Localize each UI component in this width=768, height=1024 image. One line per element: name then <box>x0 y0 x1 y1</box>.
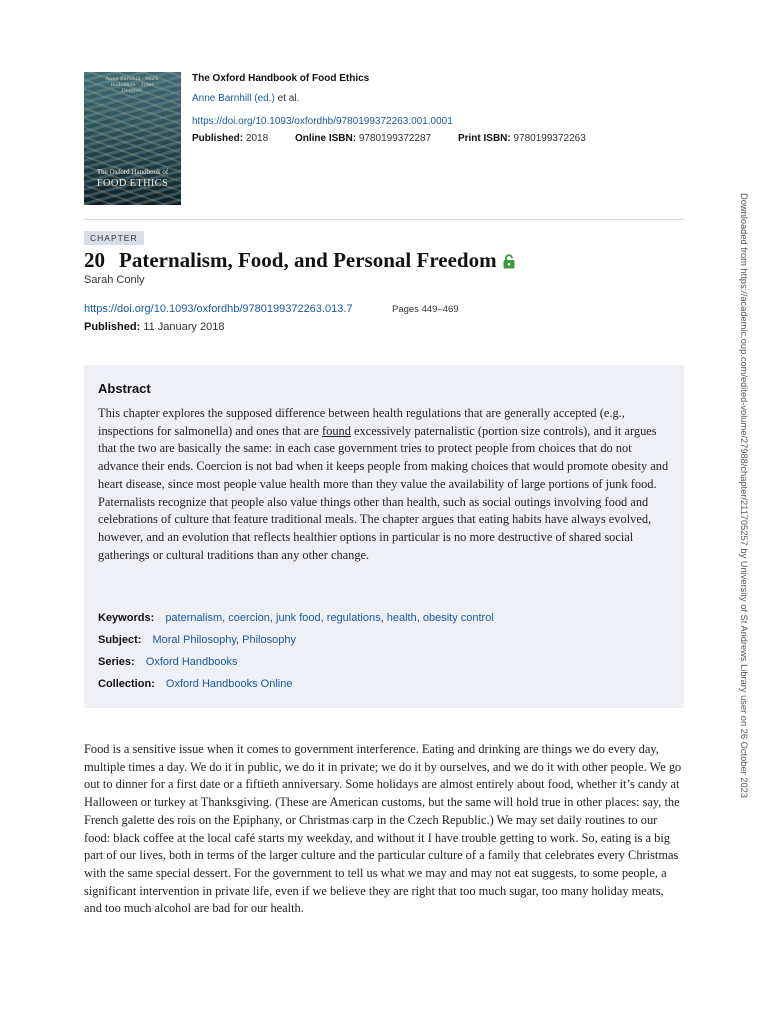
abstract-panel <box>84 365 684 708</box>
chapter-pages: Pages 449–469 <box>392 304 459 315</box>
abstract-heading: Abstract <box>98 381 151 396</box>
abstract-underlined-word[interactable]: found <box>322 423 351 438</box>
collection-row <box>98 678 292 690</box>
series-label: Series: <box>98 656 135 668</box>
section-divider <box>84 219 684 220</box>
series-link[interactable]: Oxford Handbooks <box>145 656 238 668</box>
keyword-link[interactable]: junk food <box>276 612 321 624</box>
cover-title-top: The Oxford Handbook of <box>96 168 169 176</box>
chapter-body-paragraph: Food is a sensitive issue when it comes to government interference. Eating and drinking are things we do every day, multiple times a day. We do it in public, we do it in private; we do it by ourselves, and we do it with other people. We go out to dinner for a first date or a fiftieth anniversary. Some holidays are almost entirely about food, whether it’s candy at Halloween or turkey at Thanksgiving. (These are American customs, but the same will hold true in other places: say, the French galette des rois on the Epiphany, or Christmas carp in the Czech Republic.) We may set daily routines to our food: black coffee at the local café starts my weekday, and without it I have trouble getting to work. So, eating is a big part of our lives, both in terms of the larger culture and the particular culture of a family that celebrates every Christmas with the same special dessert. For the government to tell us what we may and may not eat suggests, to some people, a significant intervention in private life, even if we believe they are right that too much sugar, too many holiday meats, and too much alcohol are bad for our health. <box>84 742 682 916</box>
online-isbn-value: 9780199372287 <box>358 133 432 144</box>
keyword-link[interactable]: coercion <box>228 612 270 624</box>
chapter-doi <box>84 303 353 315</box>
online-isbn-label: Online ISBN: <box>294 133 357 144</box>
series-row <box>98 656 237 668</box>
keywords-row: Keywords: paternalism, coercion, junk food, regulations, health, obesity control <box>98 612 494 624</box>
chapter-title <box>84 248 515 275</box>
cover-title-main: FOOD ETHICS <box>96 178 169 189</box>
chapter-published <box>84 321 224 333</box>
collection-link[interactable]: Oxford Handbooks Online <box>165 678 293 690</box>
book-editor-link[interactable]: Anne Barnhill (ed.) <box>192 93 275 104</box>
lock-icon <box>503 250 515 275</box>
abstract-text-part-1: This chapter explores the supposed difference between health regulations that are generally accepted (e.g., inspections for salmonella) and ones that are <box>98 406 625 438</box>
chapter-number: 20 <box>84 248 105 272</box>
subject-link[interactable]: Moral Philosophy <box>152 634 237 646</box>
download-stamp-text: Downloaded from https://academic.oup.com/edited-volume/27988/chapter/211705257 by University of St Andrews Library user on 26 October 2023 <box>739 193 749 798</box>
chapter-author[interactable]: Sarah Conly <box>84 274 145 286</box>
book-editor <box>192 92 299 106</box>
chapter-badge: CHAPTER <box>84 231 144 245</box>
chapter-published-label: Published: <box>84 321 141 333</box>
download-stamp <box>737 193 749 833</box>
book-cover-image[interactable] <box>84 72 181 205</box>
chapter-title-text: Paternalism, Food, and Personal Freedom <box>119 248 497 272</box>
keywords-label: Keywords: <box>98 612 155 624</box>
print-isbn-value: 9780199372263 <box>513 133 586 144</box>
keyword-link[interactable]: paternalism <box>165 612 223 624</box>
subject-link[interactable]: Philosophy <box>242 634 296 646</box>
subject-label: Subject: <box>98 634 142 646</box>
book-published-value: 2018 <box>245 133 269 144</box>
book-doi-link[interactable]: https://doi.org/10.1093/oxfordhb/9780199372263.001.0001 <box>192 116 453 127</box>
cover-authors-text: Anne Barnhill · Mark Budolfson · Tyler Doggett <box>105 76 159 94</box>
chapter-doi-link[interactable]: https://doi.org/10.1093/oxfordhb/9780199372263.013.7 <box>84 303 353 315</box>
abstract-text-part-2: excessively paternalistic (portion size controls), and it argues that the two are basically the same: in each case government tries to protect people from choices that do not advance their ends. Coercion is not bad when it keeps people from making choices that would promote obesity and heart disease, since most people value health more than they value the availability of large portions of junk food. Paternalists recognize that people also value things other than health, such as social outings involving food and celebrations of culture that feature traditional meals. The chapter argues that eating habits have always evolved, however, and an evolution that reflects healthier options in particular is no more destructive of shared social gatherings or cultural traditions than any other change. <box>98 423 669 562</box>
keyword-link[interactable]: health <box>386 612 417 624</box>
print-isbn-label: Print ISBN: <box>457 133 511 144</box>
book-publication-row <box>192 132 610 146</box>
keyword-link[interactable]: obesity control <box>422 612 494 624</box>
abstract-text <box>98 405 672 564</box>
book-published-label: Published: <box>192 133 244 144</box>
collection-label: Collection: <box>98 678 155 690</box>
book-editor-suffix: et al. <box>274 93 300 104</box>
subject-row: Subject: Moral Philosophy, Philosophy <box>98 634 296 646</box>
keyword-link[interactable]: regulations <box>326 612 381 624</box>
book-doi <box>192 115 453 129</box>
chapter-published-value: 11 January 2018 <box>143 321 225 333</box>
book-title[interactable]: The Oxford Handbook of Food Ethics <box>192 73 370 84</box>
